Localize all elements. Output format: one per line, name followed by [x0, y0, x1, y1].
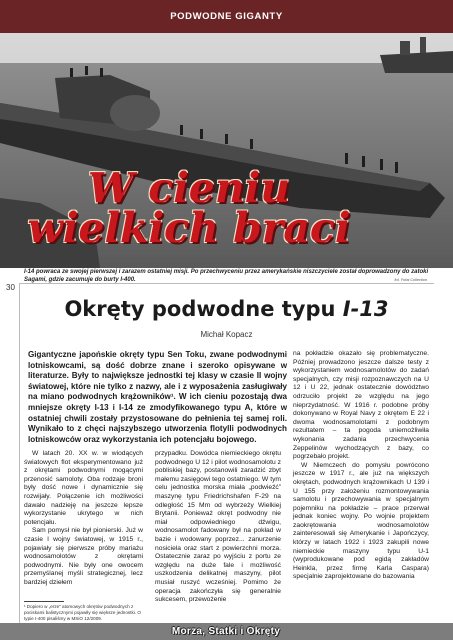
- author: Michał Kopacz: [200, 330, 253, 339]
- paragraph: W latach 20. XX w. w wiodących światowych flot eksperymentowano już z okrętami podwodnymi mogącymi przenosić samoloty. Oba rodzaje broni były dość nowe i dynamicznie się rozwijały. Połączenie ich możliwości dawało nadzieję na jeszcze lepsze wykorzystanie ukrytego w nich potencjału.: [24, 450, 143, 526]
- headline-line-2: wielkich braci: [27, 204, 351, 252]
- photo-caption: I-14 powraca ze swojej pierwszej i zarazem ostatniej misji. Po przechwyceniu przez amerykańskie niszczyciele został doprowadzony do zatoki Sagami, gdzie zacumuje do burty I-400.: [24, 269, 429, 283]
- photo-credit: fot. Fofal Collection: [394, 278, 427, 282]
- article-title: [0, 297, 453, 321]
- article-title-main: Okręty podwodne typu: [64, 297, 343, 321]
- headline: [24, 164, 354, 252]
- paragraph: przypadku. Dowódca niemieckiego okrętu podwodnego U 12 i pilot wodnosamolotu z pobliskiej bazy, postanowili zaradzić zbyt małemu zasięgowi tego ostatniego. W tym celu jednostka morska miała „podwieźć” maszynę typu Friedrichshafen F-29 na odległość 15 Mm od wybrzeży Wielkiej Brytanii. Ponieważ okręt podwodny nie miał odpowiedniego dźwigu, wodnosamolot fadowany był na pokład w bazie i wodowany poprzez... zanurzenie nosiciela oraz start z powierzchni morza. Ostatecznie zaraz po wyjściu z portu ze względu na duże fale i możliwość uszkodzenia delikatnej maszyny, pilot musiał ruszyć wcześniej. Pomimo że operacja zakończyła się generalnie sukcesem, przewożenie: [155, 450, 281, 604]
- paragraph: Sam pomysł nie był pionierski. Już w czasie I wojny światowej, w 1915 r., pojawiały się pierwsze próby mariażu wodnosamolotów z okrętami podwodnymi. Nie były one owocem przemyślanej myśli strategicznej, lecz bardziej dziełem: [24, 527, 143, 586]
- column-1: [24, 450, 143, 588]
- footnote: ¹ Dopiero w „erze” atomowych okrętów podwodnych z pociskami balistycznymi pojawiły się większe jednostki. O typie I-400 pisaliśmy w MSiO 12/2009.: [24, 604, 141, 621]
- lead-paragraph: Gigantyczne japońskie okręty typu Sen Toku, zwane podwodnymi lotniskowcami, są dość dobrze znane i szeroko opisywane w literaturze. Były to największe jednostki tej klasy w czasie II wojny światowej, które nie tylko z nazwy, ale i z wyposażenia zasługiwały na miano podwodnych krążowników¹. W ich cieniu pozostają dwa mniejsze okręty I-13 i I-14 ze zmodyfikowanego typu A, które w ostatniej chwili zostały przystosowane do pełnienia tej samej roli. Wynikało to z chęci najszybszego utworzenia flotylli podwodnych lotniskowców oraz wykorzystania ich potencjału bojowego.: [28, 350, 287, 444]
- footnote-rule: [24, 601, 64, 602]
- column-3: [293, 350, 429, 582]
- section-label: PODWODNE GIGANTY: [170, 11, 283, 22]
- horizontal-rule: [19, 283, 434, 284]
- article-title-italic: I-13: [342, 297, 389, 321]
- magazine-brand: Morza, Statki i Okręty: [171, 626, 281, 637]
- column-2: [155, 450, 281, 605]
- paragraph: W Niemczech do pomysłu powrócono jeszcze w 1917 r., ale już na większych okrętach, podwodnych krążownikach U 139 i U 155 przy założeniu rozmontowywania samolotu i przechowywania w specjalnym pojemniku na pokładzie – prace przerwał jednak koniec wojny. Po wojnie projektem zaokrętowania wodnosamolotów zainteresowali się Amerykanie i Japończycy, którzy w latach 1922 i 1923 zakupili nowe niemieckie maszyny typu U-1 (wyprodukowane pod egidą zakładów Heinkla, przez firmę Karla Caspara) specjalnie zaprojektowane do bazowania: [293, 461, 429, 581]
- headline-line-1: W cieniu: [87, 164, 291, 212]
- paragraph: na pokładzie okazało się problematyczne. Później prowadzono jeszcze dalsze testy z wykorzystaniem wodnosamolotów do zadań specjalnych, czy misji rozpoznawczych na U 12 i U 22, jednak ostatecznie dowództwo odrzuciło projekt ze względu na jego nieprzydatność. W 1916 r. podobne próby dokonywano w Royal Navy z okrętem E 22 i dwoma wodnosamolotami z podobnym rezultatem – ta pogoda uniemożliwiła wykonania zadania przechwycenia Zeppelinów wychodzących z bazy, co pogrzebało projekt.: [293, 350, 429, 461]
- page-number: 30: [6, 283, 15, 292]
